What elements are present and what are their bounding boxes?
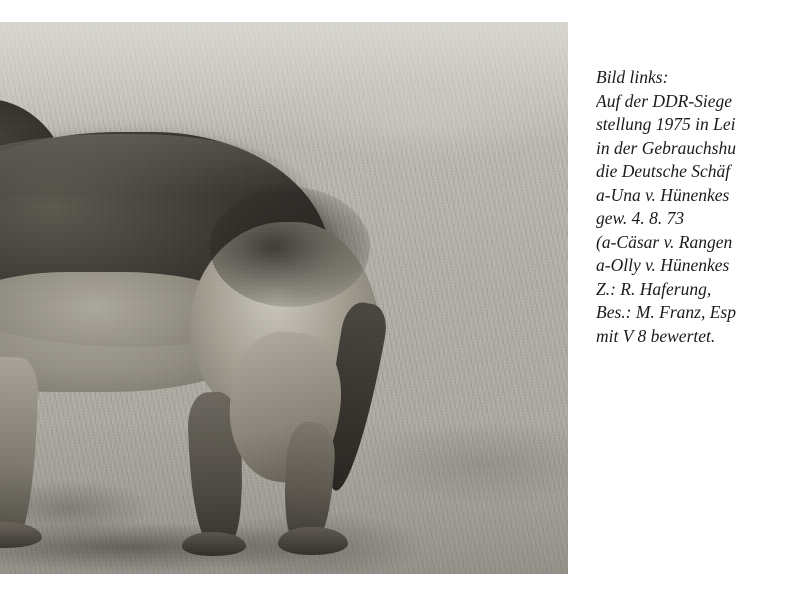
photograph [0, 22, 568, 574]
caption-line: a-Olly v. Hünenkes [596, 255, 730, 275]
caption-line: die Deutsche Schäf [596, 161, 731, 181]
photo-caption [596, 66, 800, 348]
caption-line: Bes.: M. Franz, Esp [596, 302, 736, 322]
caption-line: a-Una v. Hünenkes [596, 184, 730, 205]
dog-rear-paw [278, 527, 348, 555]
caption-line: Bild links: [596, 67, 669, 87]
caption-line: in der Gebrauchshu [596, 137, 736, 158]
dog-rear-lower-leg [281, 420, 337, 543]
photo-field-background [0, 22, 568, 574]
dog-front-leg [0, 356, 39, 538]
caption-line: stellung 1975 in Lei [596, 114, 736, 134]
dog-back-highlight [0, 134, 310, 194]
page-top-margin [0, 0, 568, 22]
page-bottom-margin [0, 574, 568, 600]
caption-line: mit V 8 bewertet. [596, 325, 716, 346]
caption-line: Auf der DDR-Siege [596, 90, 733, 111]
caption-line: gew. 4. 8. 73 [596, 208, 685, 228]
caption-line: (a-Cäsar v. Rangen [596, 231, 733, 252]
german-shepherd-dog [0, 92, 520, 532]
caption-line: Z.: R. Haferung, [596, 278, 712, 299]
dog-far-rear-paw [182, 532, 246, 556]
dog-rump-shading [210, 187, 370, 307]
